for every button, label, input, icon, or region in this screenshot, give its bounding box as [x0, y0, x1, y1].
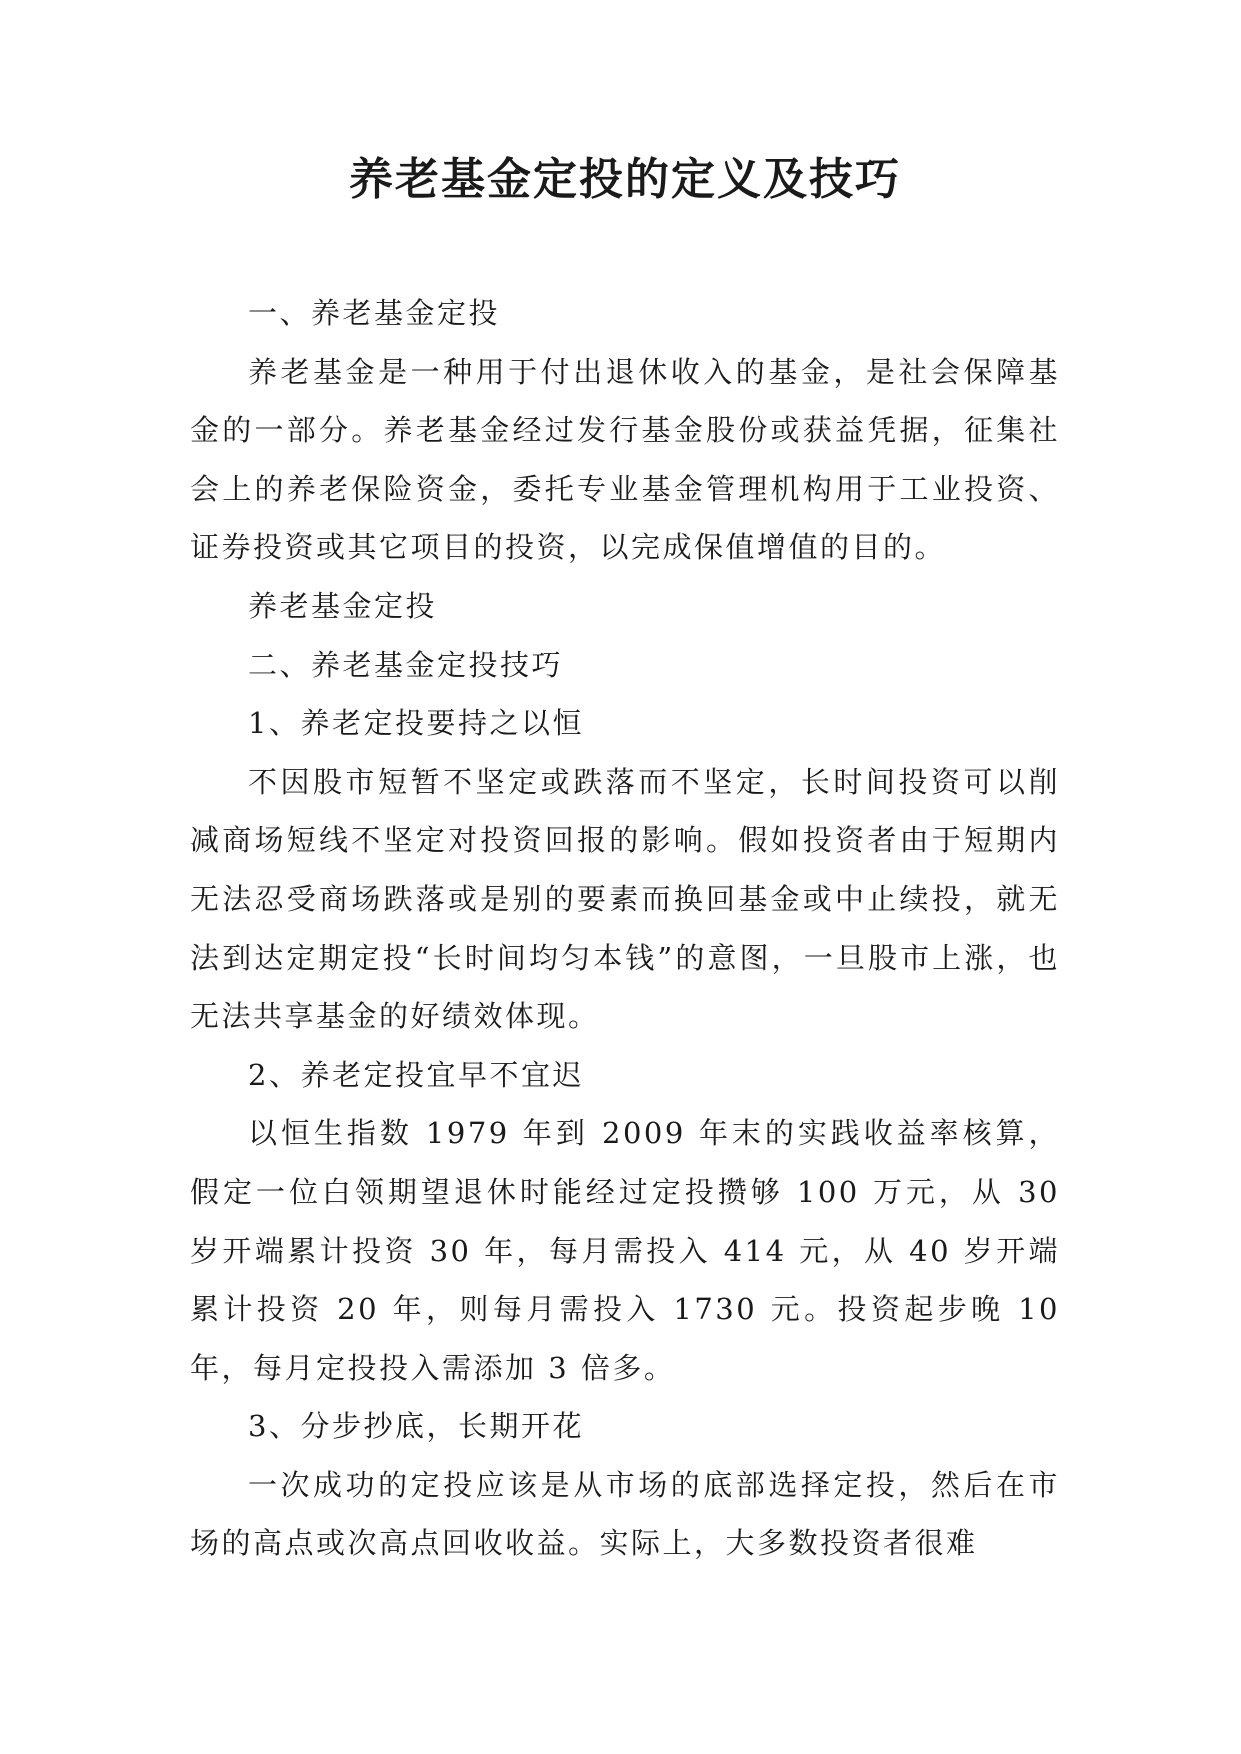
- subheading-2: 2、养老定投宜早不宜迟: [248, 1057, 584, 1092]
- body-paragraph: 一次成功的定投应该是从市场的底部选择定投，然后在市场的高点或次高点回收收益。实际上，大多数投资者很难: [190, 1467, 1060, 1561]
- body-paragraph: 养老基金是一种用于付出退休收入的基金，是社会保障基金的一部分。养老基金经过发行基金股份或获益凭据，征集社会上的养老保险资金，委托专业基金管理机构用于工业投资、证券投资或其它项目的投资，以完成保值增值的目的。: [190, 354, 1060, 565]
- document-body: [190, 284, 1060, 1573]
- subheading-1: 1、养老定投要持之以恒: [248, 706, 584, 741]
- subheading-3: 3、分步抄底，长期开花: [248, 1409, 584, 1444]
- body-paragraph: 养老基金定投: [248, 588, 438, 623]
- body-paragraph: 以恒生指数 1979 年到 2009 年末的实践收益率核算，假定一位白领期望退休时能经过定投攒够 100 万元，从 30 岁开端累计投资 30 年，每月需投入 414 元，从 40 岁开端累计投资 20 年，则每月需投入 1730 元。投资起步晚 10 年，每月定投投入需添加 3 倍多。: [190, 1116, 1060, 1385]
- document-title: 养老基金定投的定义及技巧: [349, 154, 901, 205]
- section-heading-1: 一、养老基金定投: [248, 296, 501, 330]
- body-paragraph: 不因股市短暂不坚定或跌落而不坚定，长时间投资可以削减商场短线不坚定对投资回报的影响。假如投资者由于短期内无法忍受商场跌落或是别的要素而换回基金或中止续投，就无法到达定期定投“长时间均匀本钱”的意图，一旦股市上涨，也无法共享基金的好绩效体现。: [190, 764, 1060, 1034]
- section-heading-2: 二、养老基金定投技巧: [248, 647, 564, 682]
- document-page: [190, 0, 1060, 1754]
